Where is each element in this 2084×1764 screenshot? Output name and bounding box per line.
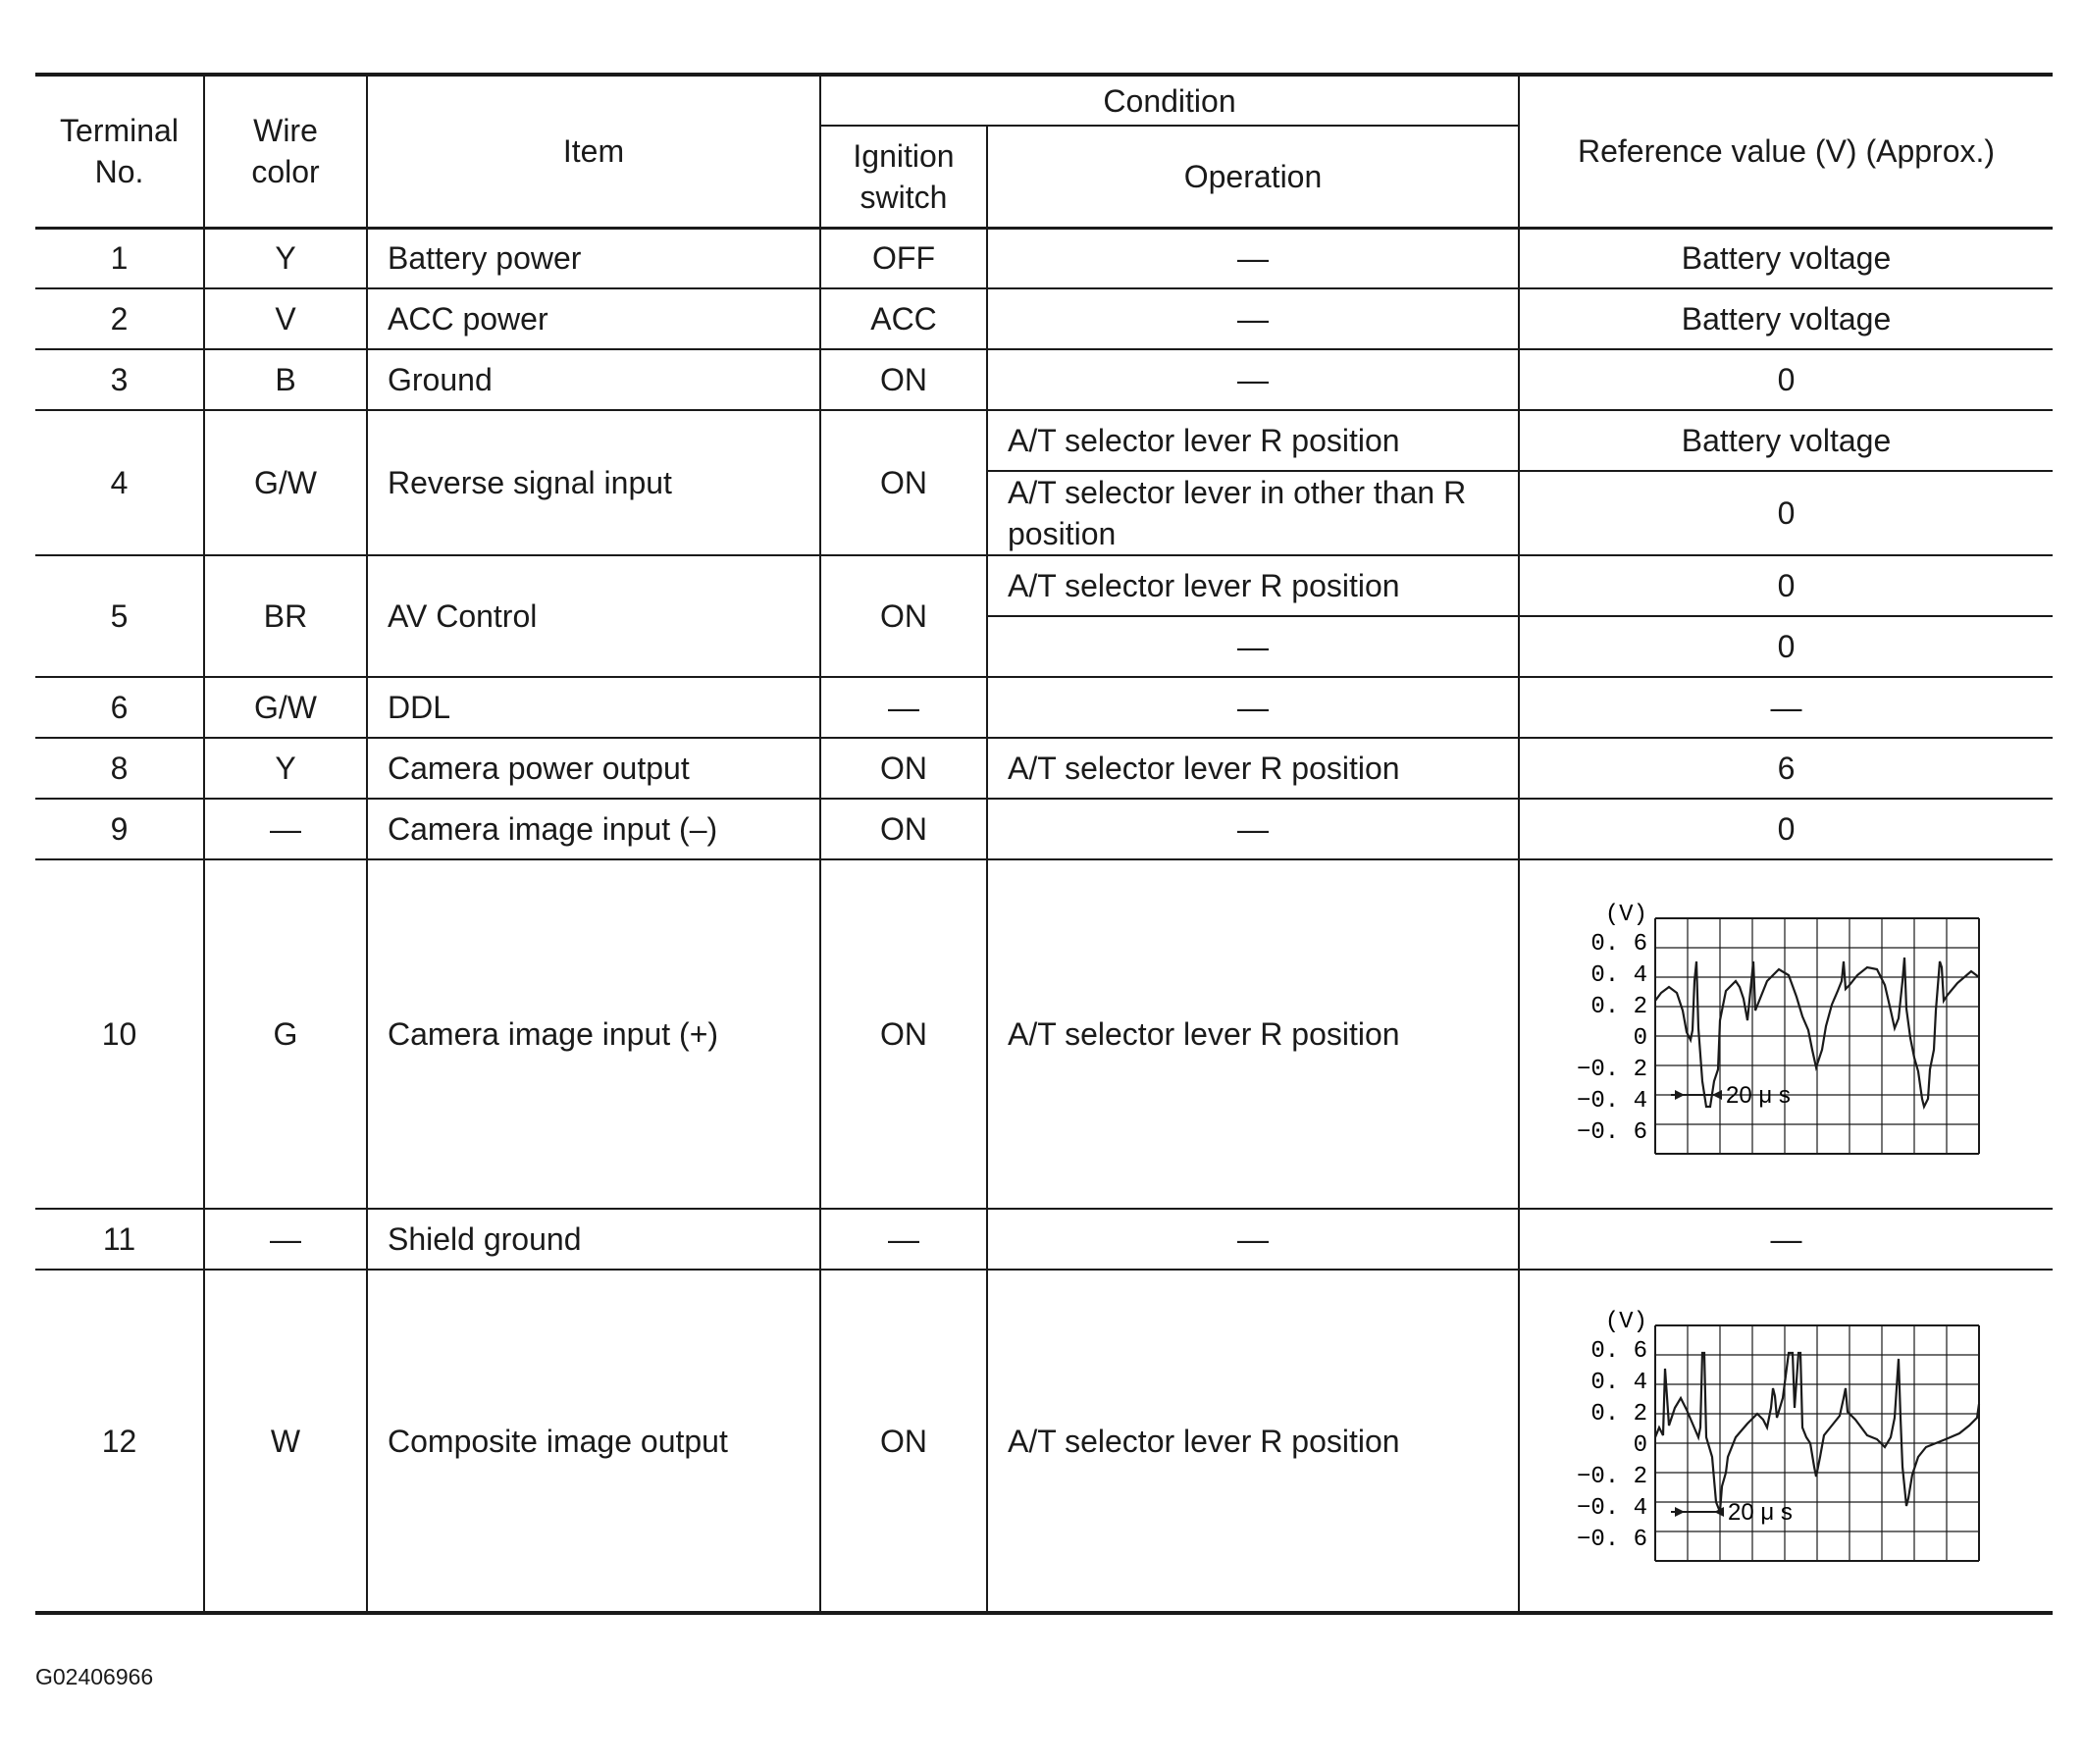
waveform-tick-label: 0. 6	[1589, 931, 1647, 958]
ignition-state: ON	[820, 349, 987, 410]
operation: A/T selector lever R position	[987, 738, 1519, 799]
terminal-number: 5	[35, 555, 204, 677]
reference-value: Battery voltage	[1519, 288, 2053, 349]
table-row	[35, 555, 2053, 616]
table-row	[35, 799, 2053, 859]
terminal-number: 3	[35, 349, 204, 410]
waveform-unit-label: (V)	[1604, 1308, 1647, 1335]
reference-value: —	[1519, 1209, 2053, 1270]
terminal-number: 8	[35, 738, 204, 799]
item-name: Reverse signal input	[367, 410, 820, 555]
ignition-state: ON	[820, 799, 987, 859]
operation: A/T selector lever in other than R position	[987, 471, 1519, 555]
time-arrow-icon	[1675, 1507, 1685, 1517]
operation: —	[987, 1209, 1519, 1270]
header-ignition-switch: Ignition switch	[820, 126, 987, 228]
waveform-ticks	[1577, 1338, 1647, 1553]
table-row	[35, 410, 2053, 471]
wire-color: Y	[204, 738, 367, 799]
reference-waveform-cell	[1519, 859, 2053, 1209]
terminal-number: 10	[35, 859, 204, 1209]
item-name: Battery power	[367, 228, 820, 288]
reference-waveform-cell	[1519, 1270, 2053, 1613]
reference-value: 0	[1519, 616, 2053, 677]
operation: —	[987, 228, 1519, 288]
terminal-number: 9	[35, 799, 204, 859]
operation: —	[987, 799, 1519, 859]
item-name: Ground	[367, 349, 820, 410]
reference-value: Battery voltage	[1519, 228, 2053, 288]
waveform-camera-input	[1576, 902, 1983, 1166]
waveform-tick-label: −0. 4	[1576, 1494, 1647, 1522]
item-name: Camera image input (+)	[367, 859, 820, 1209]
header-item: Item	[367, 75, 820, 228]
table-row	[35, 228, 2053, 288]
table-row	[35, 1270, 2053, 1613]
operation: A/T selector lever R position	[987, 410, 1519, 471]
ignition-state: —	[820, 1209, 987, 1270]
time-arrow-icon	[1675, 1090, 1685, 1100]
wire-color: —	[204, 1209, 367, 1270]
reference-value: 0	[1519, 799, 2053, 859]
operation: A/T selector lever R position	[987, 859, 1519, 1209]
ignition-state: ON	[820, 738, 987, 799]
terminal-reference-table	[35, 73, 2053, 1615]
table-row	[35, 859, 2053, 1209]
operation: —	[987, 288, 1519, 349]
item-name: Shield ground	[367, 1209, 820, 1270]
terminal-number: 12	[35, 1270, 204, 1613]
ignition-state: ACC	[820, 288, 987, 349]
terminal-number: 1	[35, 228, 204, 288]
item-name: AV Control	[367, 555, 820, 677]
header-terminal-no: Terminal No.	[35, 75, 204, 228]
wire-color: G	[204, 859, 367, 1209]
wire-color: BR	[204, 555, 367, 677]
header-reference-value: Reference value (V) (Approx.)	[1519, 75, 2053, 228]
table-row	[35, 288, 2053, 349]
wire-color: G/W	[204, 410, 367, 555]
waveform-tick-label: 0	[1633, 1431, 1647, 1459]
ignition-state: OFF	[820, 228, 987, 288]
terminal-number: 6	[35, 677, 204, 738]
table-row	[35, 677, 2053, 738]
waveform-unit-label: (V)	[1604, 902, 1647, 928]
wire-color: —	[204, 799, 367, 859]
operation: —	[987, 349, 1519, 410]
terminal-number: 11	[35, 1209, 204, 1270]
table-row	[35, 1209, 2053, 1270]
reference-value: 6	[1519, 738, 2053, 799]
ignition-state: ON	[820, 555, 987, 677]
waveform-tick-label: 0. 4	[1589, 1369, 1647, 1396]
waveform-composite-output	[1576, 1308, 1983, 1573]
waveform-grid	[1655, 918, 1979, 1154]
terminal-number: 4	[35, 410, 204, 555]
wire-color: G/W	[204, 677, 367, 738]
wire-color: V	[204, 288, 367, 349]
operation: A/T selector lever R position	[987, 555, 1519, 616]
reference-value: 0	[1519, 471, 2053, 555]
waveform-tick-label: −0. 4	[1576, 1088, 1647, 1115]
item-name: Camera image input (–)	[367, 799, 820, 859]
time-scale-label: 20 μ s	[1727, 1498, 1793, 1526]
waveform-tick-label: −0. 6	[1576, 1526, 1647, 1553]
item-name: DDL	[367, 677, 820, 738]
document	[35, 73, 2053, 1615]
item-name: Composite image output	[367, 1270, 820, 1613]
terminal-number: 2	[35, 288, 204, 349]
waveform-tick-label: 0. 4	[1589, 962, 1647, 989]
operation: A/T selector lever R position	[987, 1270, 1519, 1613]
waveform-tick-label: −0. 6	[1576, 1119, 1647, 1146]
ignition-state: ON	[820, 410, 987, 555]
header-wire-color: Wire color	[204, 75, 367, 228]
item-name: Camera power output	[367, 738, 820, 799]
waveform-ticks	[1577, 931, 1647, 1146]
reference-value: Battery voltage	[1519, 410, 2053, 471]
waveform-tick-label: 0. 2	[1589, 1400, 1647, 1427]
table-row	[35, 349, 2053, 410]
figure-code: G02406966	[35, 1664, 154, 1689]
ignition-state: ON	[820, 859, 987, 1209]
time-scale-label: 20 μ s	[1725, 1082, 1791, 1109]
waveform-tick-label: 0. 6	[1589, 1337, 1647, 1365]
ignition-state: ON	[820, 1270, 987, 1613]
table-row	[35, 738, 2053, 799]
operation: —	[987, 677, 1519, 738]
header-condition: Condition	[820, 75, 1519, 126]
waveform-tick-label: −0. 2	[1576, 1057, 1647, 1083]
wire-color: B	[204, 349, 367, 410]
waveform-tick-label: −0. 2	[1576, 1463, 1647, 1490]
operation: —	[987, 616, 1519, 677]
wire-color: W	[204, 1270, 367, 1613]
reference-value: 0	[1519, 555, 2053, 616]
header-operation: Operation	[987, 126, 1519, 228]
waveform-tick-label: 0. 2	[1589, 994, 1647, 1020]
item-name: ACC power	[367, 288, 820, 349]
time-arrow-icon	[1712, 1090, 1722, 1100]
reference-value: 0	[1519, 349, 2053, 410]
ignition-state: —	[820, 677, 987, 738]
reference-value: —	[1519, 677, 2053, 738]
waveform-tick-label: 0	[1633, 1025, 1647, 1052]
wire-color: Y	[204, 228, 367, 288]
